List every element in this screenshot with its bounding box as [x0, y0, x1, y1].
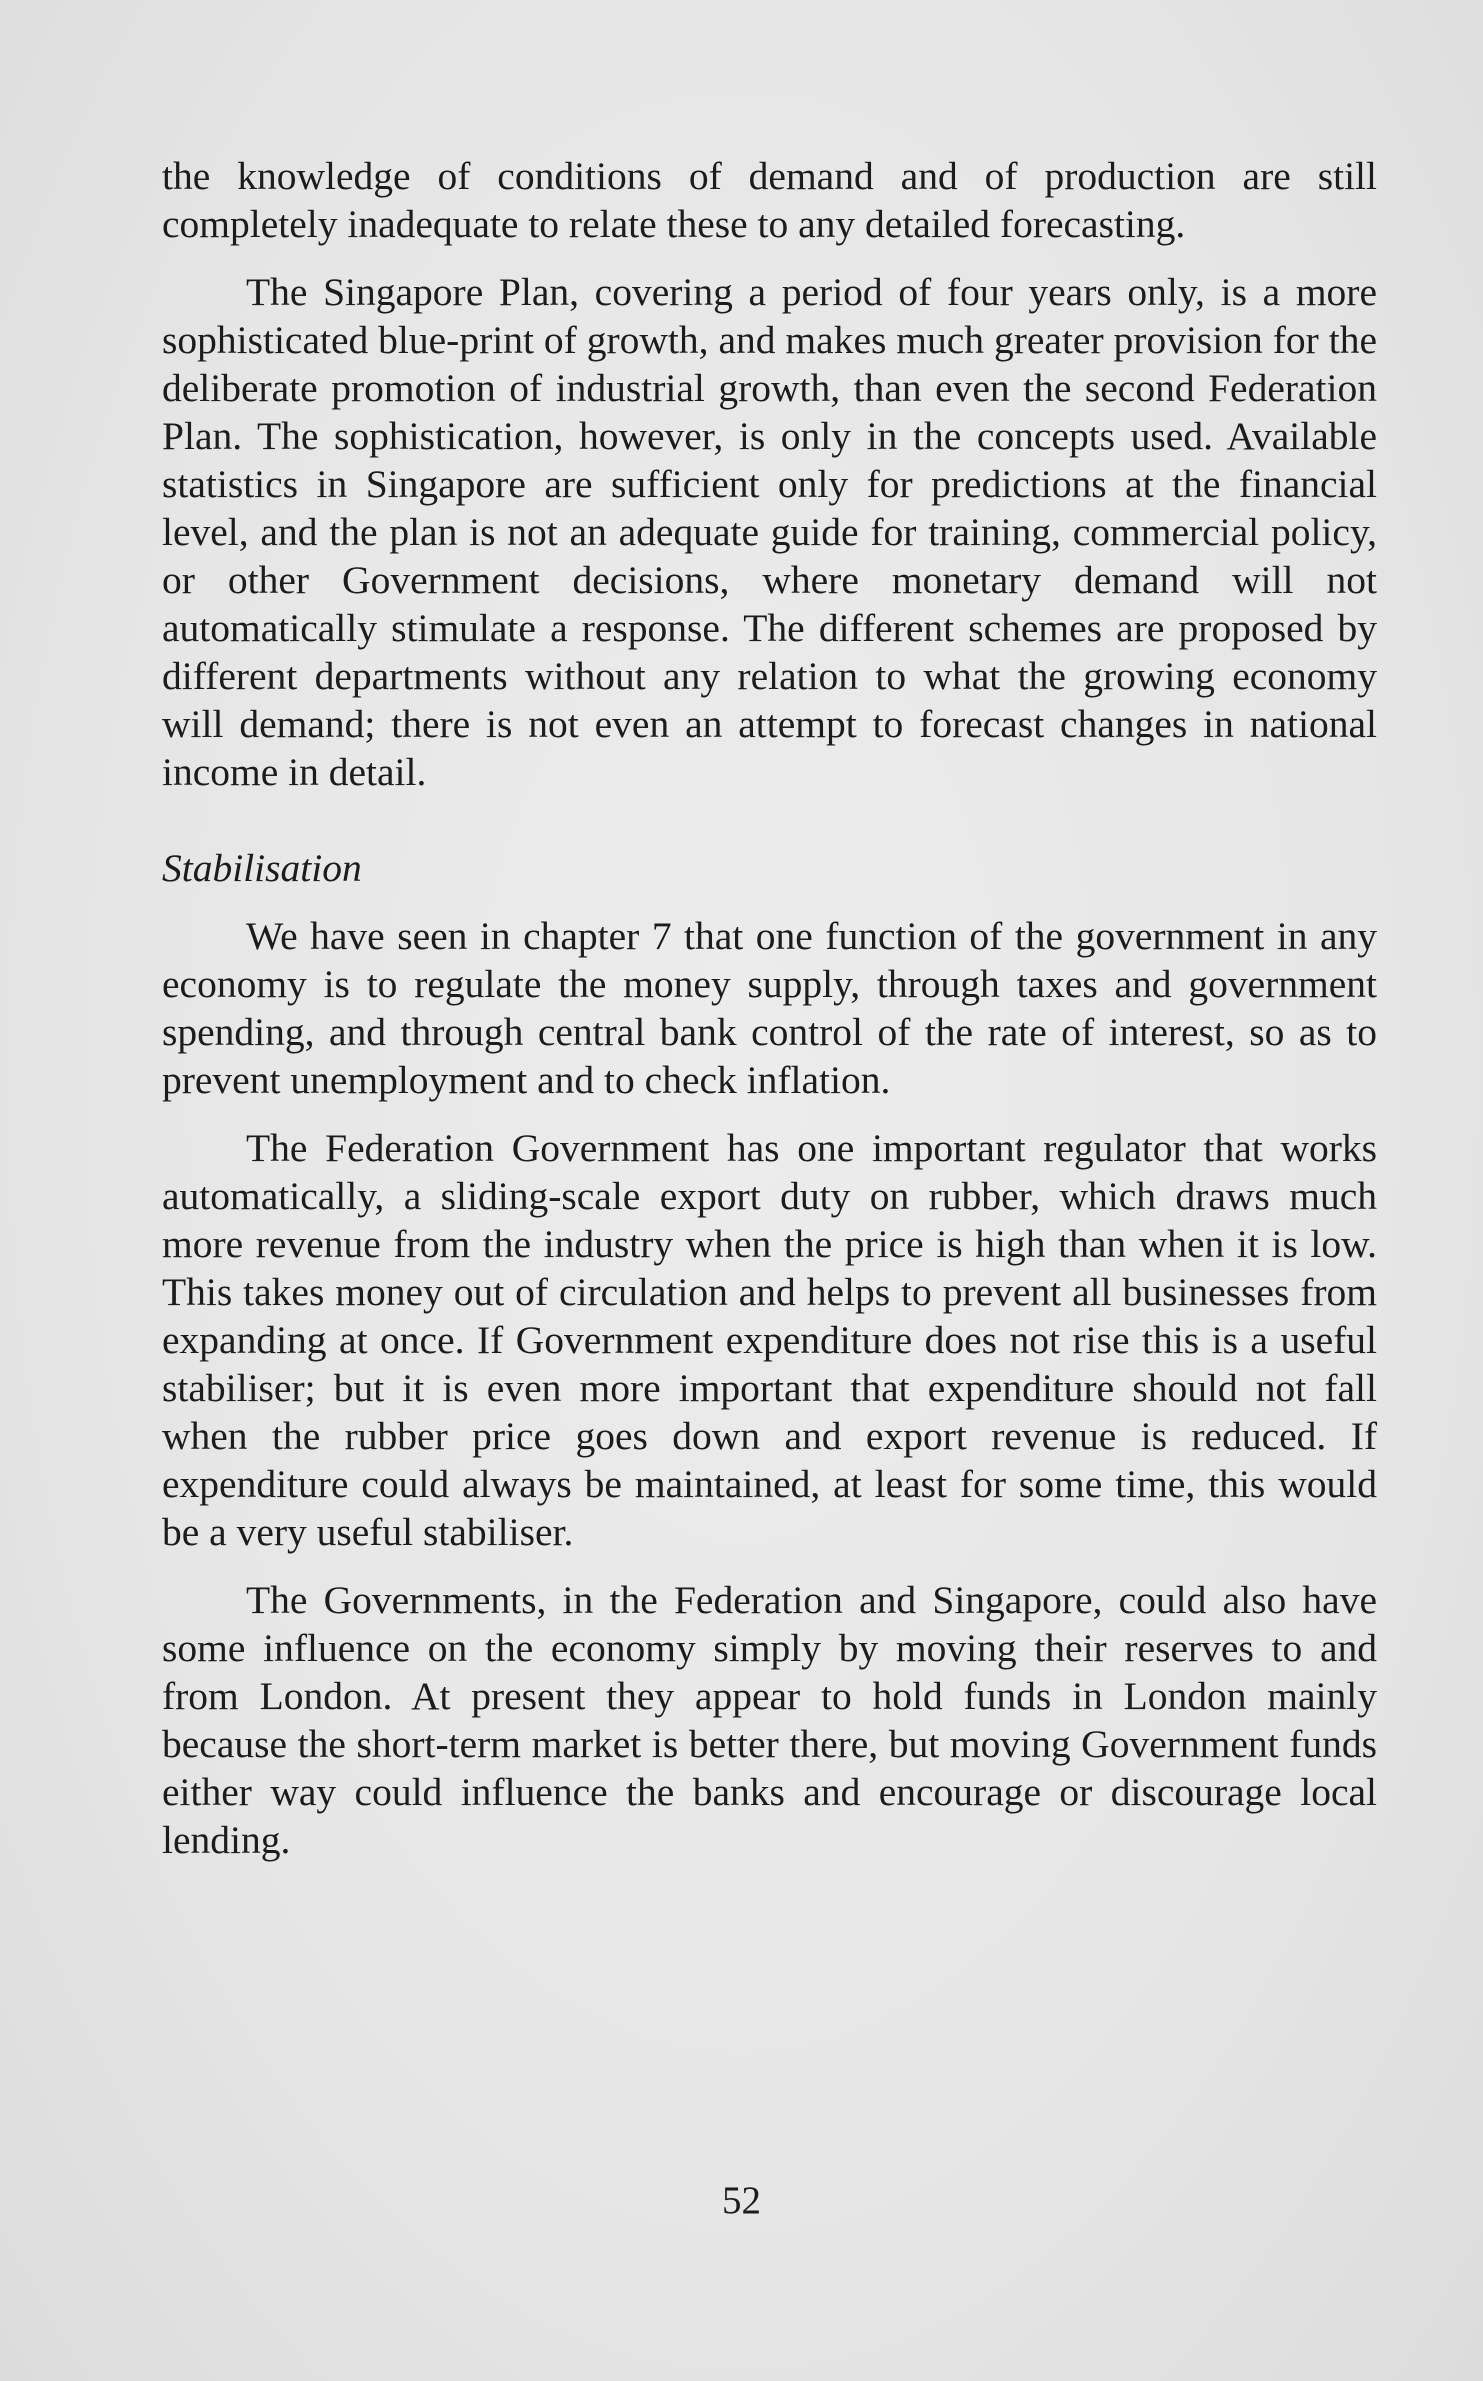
paragraph-money-supply: We have seen in chapter 7 that one function of the government in any economy is to regulate the money supply, through taxes and government spending, and through central bank control of the rate of interest, so as to prevent unemployment and to check inflation.	[162, 914, 1377, 1102]
paragraph-continued: the knowledge of conditions of demand and of production are still completely inadequate to relate these to any detailed forecasting.	[162, 154, 1377, 246]
page-number: 52	[722, 2179, 761, 2222]
body-text	[162, 152, 1377, 1884]
paragraph-export-duty: The Federation Government has one important regulator that works automatically, a sliding-scale export duty on rubber, which draws much more revenue from the industry when the price is high than when it is low. This takes money out of circulation and helps to prevent all businesses from expanding at once. If Government expenditure does not rise this is a useful stabiliser; but it is even more important that expenditure should not fall when the rubber price goes down and export revenue is reduced. If expenditure could always be maintained, at least for some time, this would be a very useful stabiliser.	[162, 1126, 1377, 1554]
paragraph-reserves: The Governments, in the Federation and Singapore, could also have some influence on the economy simply by moving their reserves to and from London. At present they appear to hold funds in London mainly because the short-term market is better there, but moving Government funds either way could influence the banks and encourage or discourage local lending.	[162, 1578, 1377, 1862]
paragraph-singapore-plan: The Singapore Plan, covering a period of four years only, is a more sophisticated blue-print of growth, and makes much greater provision for the deliberate promotion of industrial growth, than even the second Federation Plan. The sophistication, however, is only in the concepts used. Available statistics in Singapore are sufficient only for predictions at the financial level, and the plan is not an adequate guide for training, commercial policy, or other Government decisions, where monetary demand will not automatically stimulate a response. The different schemes are proposed by different departments without any relation to what the growing economy will demand; there is not even an attempt to forecast changes in national income in detail.	[162, 270, 1377, 794]
section-heading: Stabilisation	[162, 846, 362, 890]
